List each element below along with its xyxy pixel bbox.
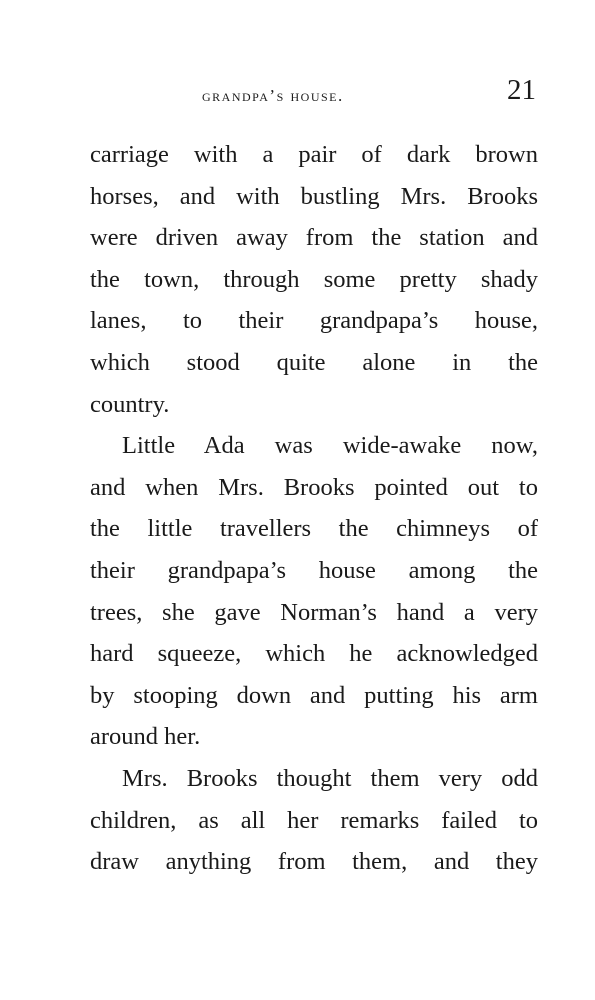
text-line: were driven away from the station and <box>90 224 538 252</box>
text-line: lanes, to their grandpapa’s house, <box>90 307 538 335</box>
text-line: horses, and with bustling Mrs. Brooks <box>90 182 538 210</box>
text-line: Little Ada was wide-awake now, <box>122 432 538 460</box>
text-line: draw anything from them, and they <box>90 848 538 876</box>
paragraph <box>90 758 538 883</box>
text-line: children, as all her remarks failed to <box>90 806 538 834</box>
running-head <box>90 74 538 114</box>
text-line: hard squeeze, which he acknowledged <box>90 640 538 668</box>
text-line: around her. <box>90 723 201 751</box>
text-line: and when Mrs. Brooks pointed out to <box>90 473 538 501</box>
text-line: trees, she gave Norman’s hand a very <box>90 598 538 626</box>
running-title: grandpa’s house. <box>202 86 344 105</box>
text-line: by stooping down and putting his arm <box>90 681 538 709</box>
text-line: Mrs. Brooks thought them very odd <box>122 764 538 792</box>
paragraph <box>90 425 538 758</box>
text-line: country. <box>90 390 170 418</box>
text-line: which stood quite alone in the <box>90 348 538 376</box>
text-line: their grandpapa’s house among the <box>90 556 538 584</box>
text-line: carriage with a pair of dark brown <box>90 141 538 168</box>
text-line: the town, through some pretty shady <box>90 265 538 293</box>
paragraph <box>90 134 538 425</box>
page-number: 21 <box>507 74 536 106</box>
text-line: the little travellers the chimneys of <box>90 515 538 543</box>
body-text <box>90 134 538 883</box>
